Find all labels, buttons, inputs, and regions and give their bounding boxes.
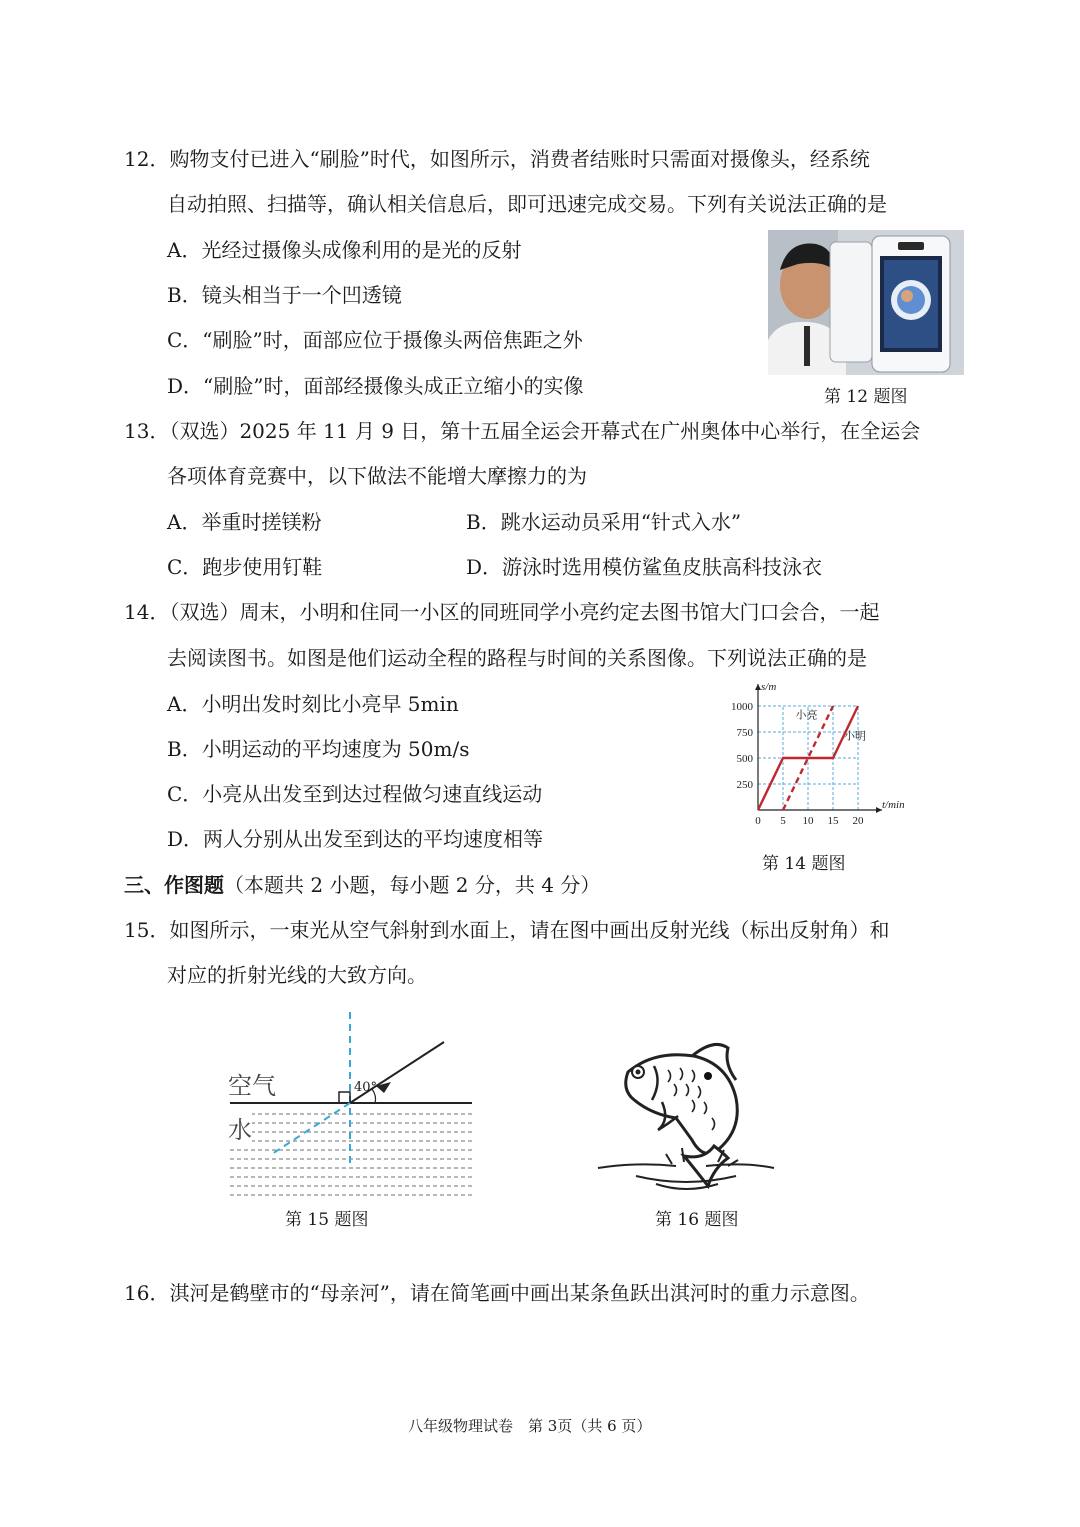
q12-stem-line2: 自动拍照、扫描等，确认相关信息后，即可迅速完成交易。下列有关说法正确的是 <box>167 192 887 216</box>
q15-stem-line2: 对应的折射光线的大致方向。 <box>167 963 427 987</box>
angle-label: 40° <box>354 1080 378 1095</box>
st-chart-svg <box>718 676 918 836</box>
q13-option-b: B．跳水运动员采用“针式入水” <box>466 510 742 534</box>
section-title: 三、作图题 <box>124 873 224 897</box>
fish-center-dot <box>704 1072 712 1080</box>
q12-option-d: D．“刷脸”时，面部经摄像头成正立缩小的实像 <box>167 374 584 398</box>
y-tick-label: 750 <box>736 727 753 739</box>
water-splash <box>598 1148 774 1189</box>
series-label-xiaoming: 小明 <box>844 729 866 743</box>
y-tick-label: 1000 <box>731 701 753 713</box>
q14-stem-line1: 14．（双选）周末，小明和住同一小区的同班同学小亮约定去图书馆大门口会合，一起 <box>124 600 880 624</box>
q13-option-a: A．举重时搓镁粉 <box>167 510 322 534</box>
q14-option-a: A．小明出发时刻比小亮早 5min <box>167 692 459 716</box>
q12-figure-caption: 第 12 题图 <box>824 387 908 407</box>
x-tick-label: 0 <box>755 815 761 827</box>
st-chart <box>718 676 918 836</box>
face-scan-photo <box>768 230 964 375</box>
x-tick-label: 15 <box>827 815 839 827</box>
face-scan-photo-drawing <box>768 230 964 375</box>
q13-option-c: C．跑步使用钉鞋 <box>167 555 323 579</box>
q12-option-a: A．光经过摄像头成像利用的是光的反射 <box>167 238 522 262</box>
q13-option-d: D．游泳时选用模仿鲨鱼皮肤高科技泳衣 <box>466 555 823 579</box>
q14-option-b: B．小明运动的平均速度为 50m/s <box>167 737 470 761</box>
section-heading <box>124 872 600 898</box>
guide-line <box>272 1103 350 1154</box>
q12-option-b: B．镜头相当于一个凹透镜 <box>167 283 402 307</box>
fish-illustration-svg <box>596 1036 776 1196</box>
x-axis-label: t/min <box>882 799 905 811</box>
right-angle-mark <box>339 1092 350 1103</box>
q15-stem-line1: 15．如图所示，一束光从空气斜射到水面上，请在图中画出反射光线（标出反射角）和 <box>124 918 890 942</box>
q14-option-d: D．两人分别从出发至到达的平均速度相等 <box>167 827 544 851</box>
y-tick-label: 500 <box>736 753 753 765</box>
refraction-diagram <box>226 1010 476 1200</box>
y-axis-label: s/m <box>761 681 777 693</box>
air-label: 空气 <box>228 1072 276 1100</box>
section-note: （本题共 2 小题，每小题 2 分，共 4 分） <box>224 873 601 897</box>
q12-stem-line1: 12．购物支付已进入“刷脸”时代，如图所示，消费者结账时只需面对摄像头，经系统 <box>124 147 870 171</box>
q12-option-c: C．“刷脸”时，面部应位于摄像头两倍焦距之外 <box>167 328 583 352</box>
series-label-xiaoliang: 小亮 <box>795 708 818 722</box>
x-tick-label: 10 <box>802 815 814 827</box>
q14-figure-caption: 第 14 题图 <box>762 854 846 874</box>
q13-stem-line1: 13．（双选）2025 年 11 月 9 日，第十五届全运会开幕式在广州奥体中心举行，在全运会 <box>124 419 921 443</box>
x-tick-label: 5 <box>780 815 786 827</box>
fish-illustration <box>596 1036 776 1196</box>
q15-figure-caption: 第 15 题图 <box>285 1210 369 1230</box>
q14-stem-line2: 去阅读图书。如图是他们运动全程的路程与时间的关系图像。下列说法正确的是 <box>167 646 867 670</box>
q14-option-c: C．小亮从出发至到达过程做匀速直线运动 <box>167 782 543 806</box>
water-label: 水 <box>228 1110 252 1145</box>
page-footer: 八年级物理试卷 第 3页（共 6 页） <box>408 1417 652 1435</box>
q16-figure-caption: 第 16 题图 <box>655 1210 739 1230</box>
q13-stem-line2: 各项体育竞赛中，以下做法不能增大摩擦力的为 <box>167 464 587 488</box>
x-tick-label: 20 <box>852 815 864 827</box>
q16-stem: 16．淇河是鹤壁市的“母亲河”，请在简笔画中画出某条鱼跃出淇河时的重力示意图。 <box>124 1281 870 1305</box>
refraction-diagram-svg <box>226 1010 476 1200</box>
y-tick-label: 250 <box>736 779 753 791</box>
